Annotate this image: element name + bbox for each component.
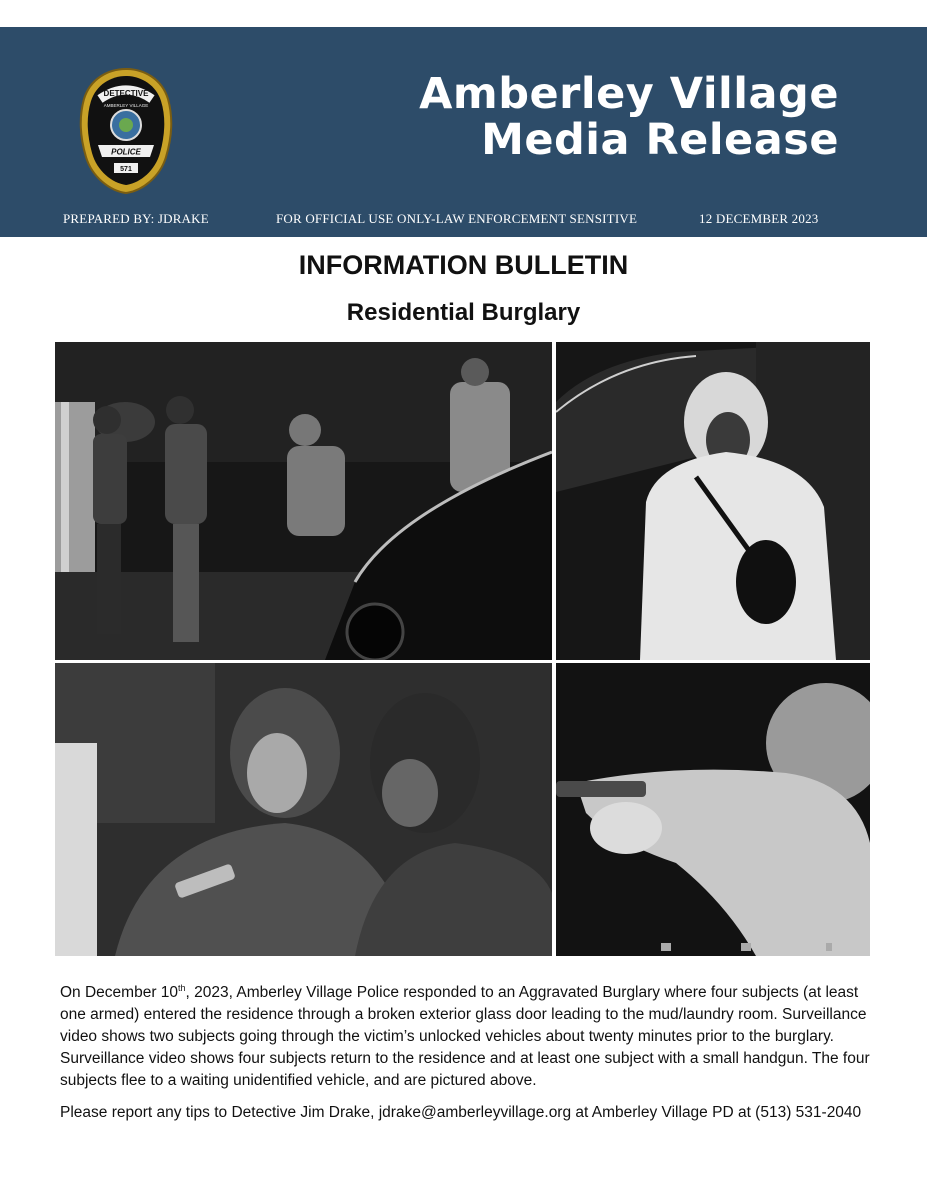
bulletin-heading: INFORMATION BULLETIN xyxy=(298,250,629,280)
surveillance-photo-1 xyxy=(55,342,552,660)
surveillance-photo-2 xyxy=(556,342,870,660)
title-line-2: Media Release xyxy=(481,115,839,165)
badge-number: 571 xyxy=(120,166,132,173)
badge-banner-text: POLICE xyxy=(111,147,141,157)
narrative-part-1: On December 10 xyxy=(60,984,179,1001)
header-banner xyxy=(0,27,927,237)
prepared-by: PREPARED BY: JDRAKE xyxy=(63,211,209,226)
incident-narrative xyxy=(60,982,872,1092)
narrative-part-2: , 2023, Amberley Village Police responded to an Aggravated Burglary where four subjects (at least one armed) entered the residence through a broken exterior glass door leading to the mud/laundry room. Surveillance video shows two subjects going through the victim’s unlocked vehicles about twenty minutes prior to the burglary. Surveillance video shows four subjects return to the residence and at least one subject with a small handgun. The four subjects flee to a waiting unidentified vehicle, and are pictured above. xyxy=(60,984,870,1089)
title-line-1: Amberley Village xyxy=(419,69,839,119)
release-title xyxy=(419,71,839,163)
narrative-ordinal: th xyxy=(178,982,186,993)
detective-badge-logo xyxy=(78,65,174,195)
badge-village-text: AMBERLEY VILLAGE xyxy=(103,103,149,108)
surveillance-photo-4 xyxy=(556,663,870,956)
tip-contact: Please report any tips to Detective Jim Drake, jdrake@amberleyvillage.org at Amberley Village PD at (513) 531-2040 xyxy=(60,1104,862,1121)
badge-top-text: DETECTIVE xyxy=(103,89,149,98)
classification-label: FOR OFFICIAL USE ONLY-LAW ENFORCEMENT SENSITIVE xyxy=(276,211,638,226)
surveillance-photo-3 xyxy=(55,663,552,956)
bulletin-subheading: Residential Burglary xyxy=(346,299,581,326)
release-date: 12 DECEMBER 2023 xyxy=(699,211,819,226)
